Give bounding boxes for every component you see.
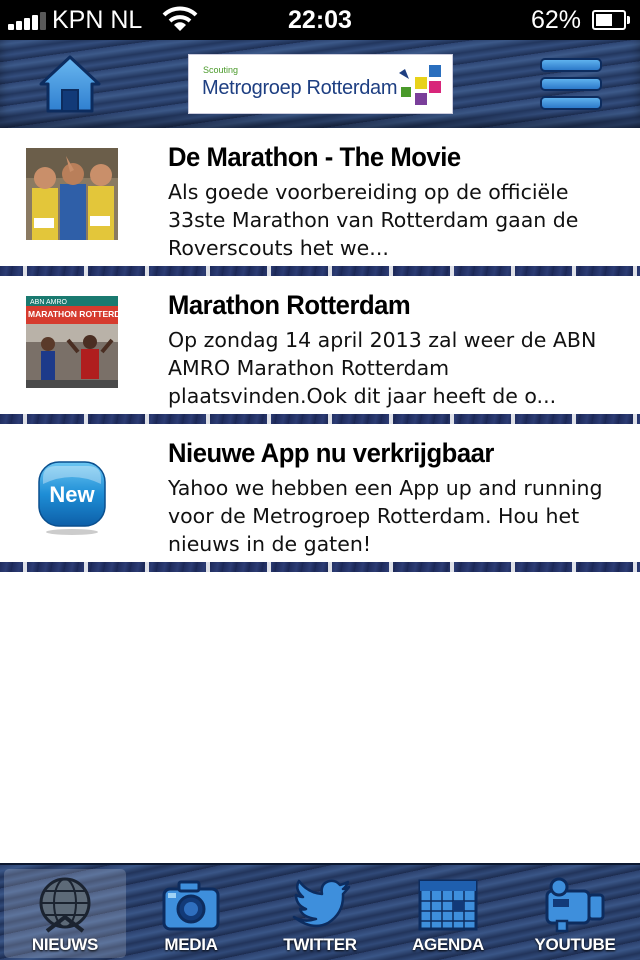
logo-squares-icon xyxy=(395,63,449,109)
tab-youtube[interactable] xyxy=(514,869,636,958)
battery-icon xyxy=(592,10,630,30)
news-item[interactable] xyxy=(0,128,640,276)
divider xyxy=(0,562,640,572)
menu-icon[interactable] xyxy=(540,58,602,110)
camera-icon xyxy=(161,877,221,933)
tab-label: TWITTER xyxy=(283,935,357,954)
marathon-finish-photo-thumbnail xyxy=(26,296,134,388)
battery-percent: 62% xyxy=(531,6,582,34)
logo-title-text: Metrogroep Rotterdam xyxy=(202,77,398,99)
video-camera-icon xyxy=(545,877,605,933)
news-title: Nieuwe App nu verkrijgbaar xyxy=(168,438,494,468)
carrier-name: KPN NL xyxy=(52,6,143,34)
news-summary: Op zondag 14 april 2013 zal weer de ABN AMRO Marathon Rotterdam plaatsvinden.Ook dit jaar heeft de o... xyxy=(168,328,597,408)
twitter-bird-icon xyxy=(290,877,350,933)
metrogroep-logo xyxy=(188,54,453,114)
tab-label: YOUTUBE xyxy=(534,935,616,954)
thumbnail-banner-main: MARATHON ROTTERDAM xyxy=(28,309,134,319)
tab-bar xyxy=(0,863,640,960)
logo-scouting-text: Scouting xyxy=(203,65,239,75)
news-item[interactable] xyxy=(0,276,640,424)
tab-label: MEDIA xyxy=(164,935,218,954)
news-summary: Yahoo we hebben een App up and running voor de Metrogroep Rotterdam. Hou het nieuws in de gaten! xyxy=(168,476,603,556)
new-badge-text: New xyxy=(49,482,95,507)
news-item[interactable] xyxy=(0,424,640,572)
tab-label: AGENDA xyxy=(412,935,484,954)
news-title: De Marathon - The Movie xyxy=(168,142,461,172)
calendar-icon xyxy=(418,877,478,933)
news-list xyxy=(0,128,640,572)
divider xyxy=(0,414,640,424)
home-icon[interactable] xyxy=(38,54,102,114)
clock: 22:03 xyxy=(288,6,352,34)
tab-nieuws[interactable] xyxy=(4,869,126,958)
tab-media[interactable] xyxy=(130,869,252,958)
tab-label: NIEUWS xyxy=(31,935,99,954)
tab-agenda[interactable] xyxy=(387,869,509,958)
news-summary: Als goede voorbereiding op de officiële 33ste Marathon van Rotterdam gaan de Roverscouts het we... xyxy=(168,180,579,260)
status-bar xyxy=(0,0,640,40)
news-title: Marathon Rotterdam xyxy=(168,290,411,320)
new-badge-icon xyxy=(26,444,118,536)
app-header xyxy=(0,40,640,128)
thumbnail-banner-top: ABN AMRO xyxy=(30,299,67,306)
tab-twitter[interactable] xyxy=(259,869,381,958)
divider xyxy=(0,266,640,276)
runners-photo-thumbnail xyxy=(26,148,118,240)
globe-icon xyxy=(35,877,95,933)
